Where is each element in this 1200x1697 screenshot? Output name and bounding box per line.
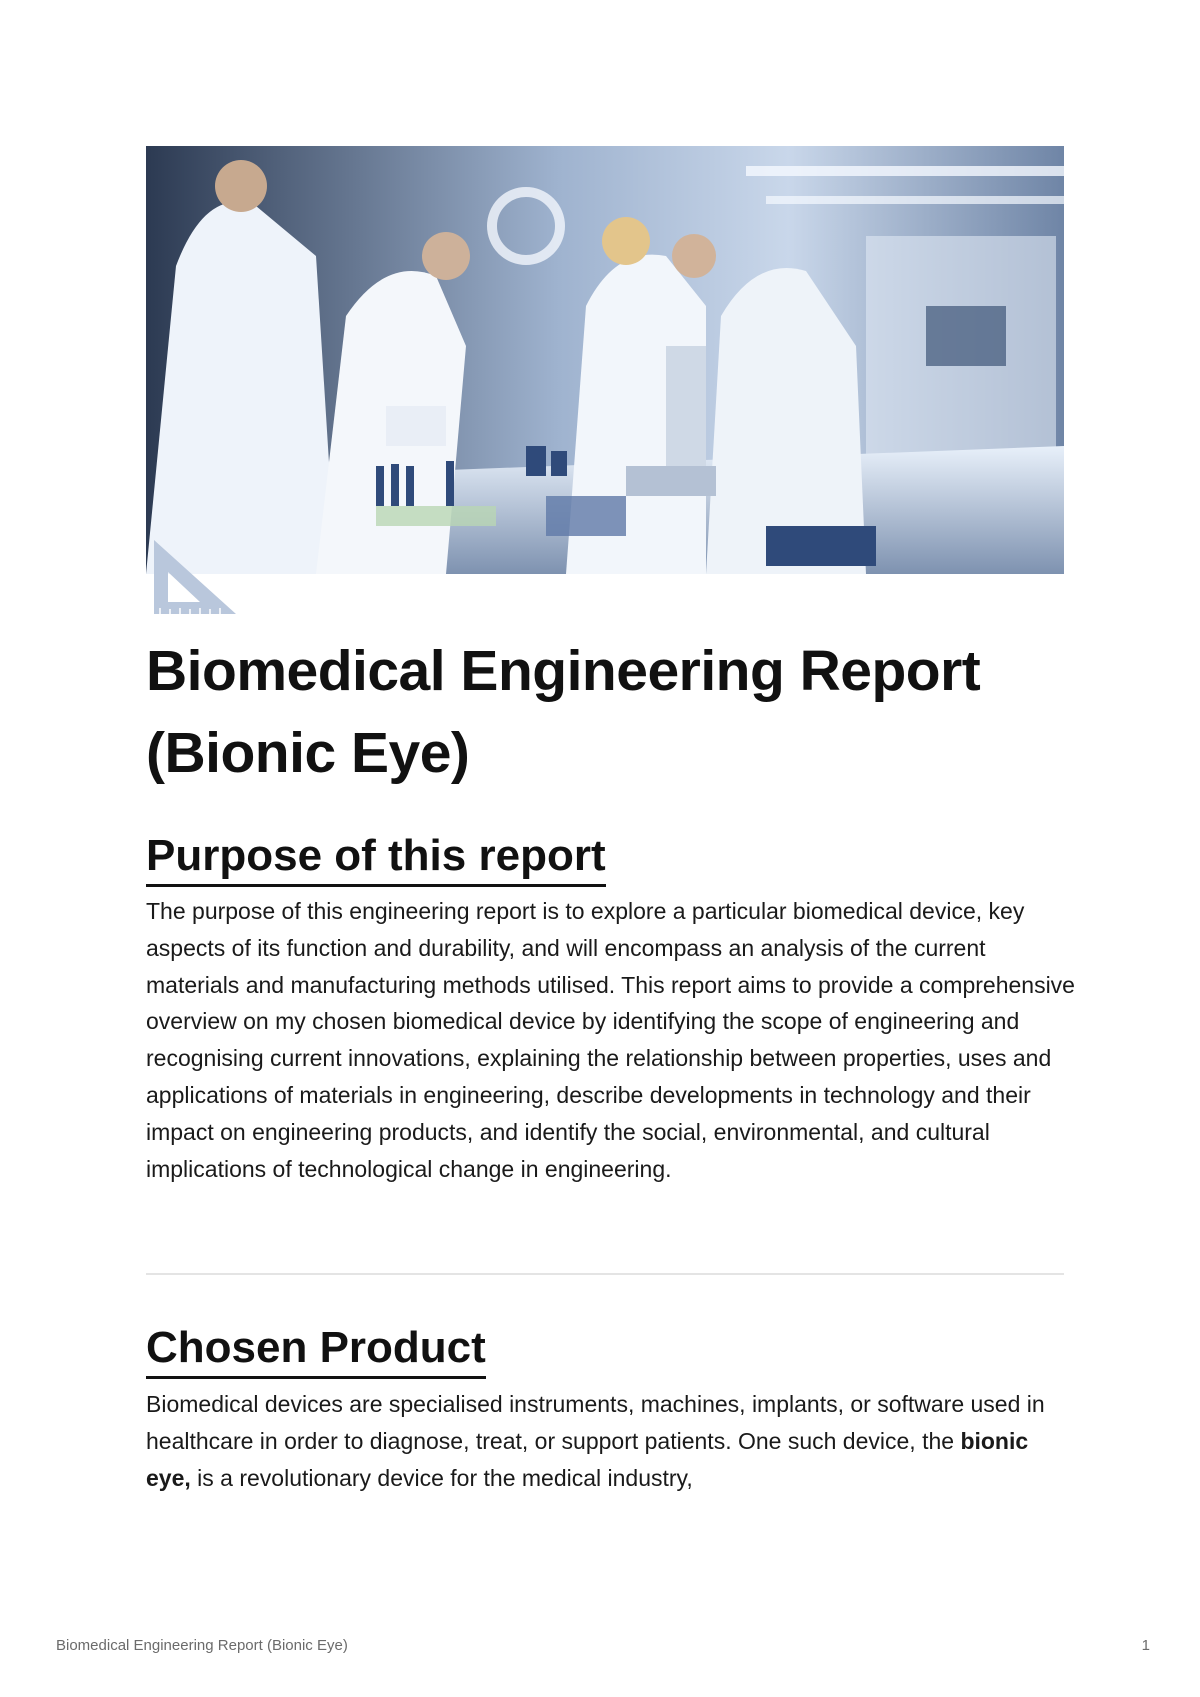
footer-page-number: 1 bbox=[1141, 1637, 1150, 1654]
section-heading-chosen-product: Chosen Product bbox=[146, 1322, 486, 1379]
page-title-line2: (Bionic Eye) bbox=[146, 721, 470, 785]
chosen-product-paragraph bbox=[146, 1386, 1076, 1496]
chosen-text-part1: Biomedical devices are specialised instruments, machines, implants, or software used in healthcare in order to diagnose, treat, or support patients. One such device, the bbox=[146, 1391, 1045, 1454]
footer-document-title: Biomedical Engineering Report (Bionic Eye) bbox=[56, 1637, 348, 1654]
page-title-line1: Biomedical Engineering Report bbox=[146, 639, 981, 703]
purpose-paragraph: The purpose of this engineering report is to explore a particular biomedical device, key aspects of its function and durability, and will encompass an analysis of the current materials and manufacturing methods utilised. This report aims to provide a comprehensive overview on my chosen biomedical device by identifying the scope of engineering and recognising current innovations, explaining the relationship between properties, uses and applications of materials in engineering, describe developments in technology and their impact on engineering products, and identify the social, environmental, and cultural implications of technological change in engineering. bbox=[146, 898, 1075, 1182]
set-square-icon bbox=[150, 536, 240, 618]
section-divider bbox=[146, 1273, 1064, 1275]
chosen-text-part2: is a revolutionary device for the medical industry, bbox=[190, 1464, 693, 1491]
section-heading-purpose: Purpose of this report bbox=[146, 830, 606, 887]
page-title bbox=[146, 630, 1076, 794]
bionic-eye-emphasis: bionic eye, bbox=[146, 1427, 1029, 1491]
hero-lab-photo bbox=[146, 146, 1064, 574]
